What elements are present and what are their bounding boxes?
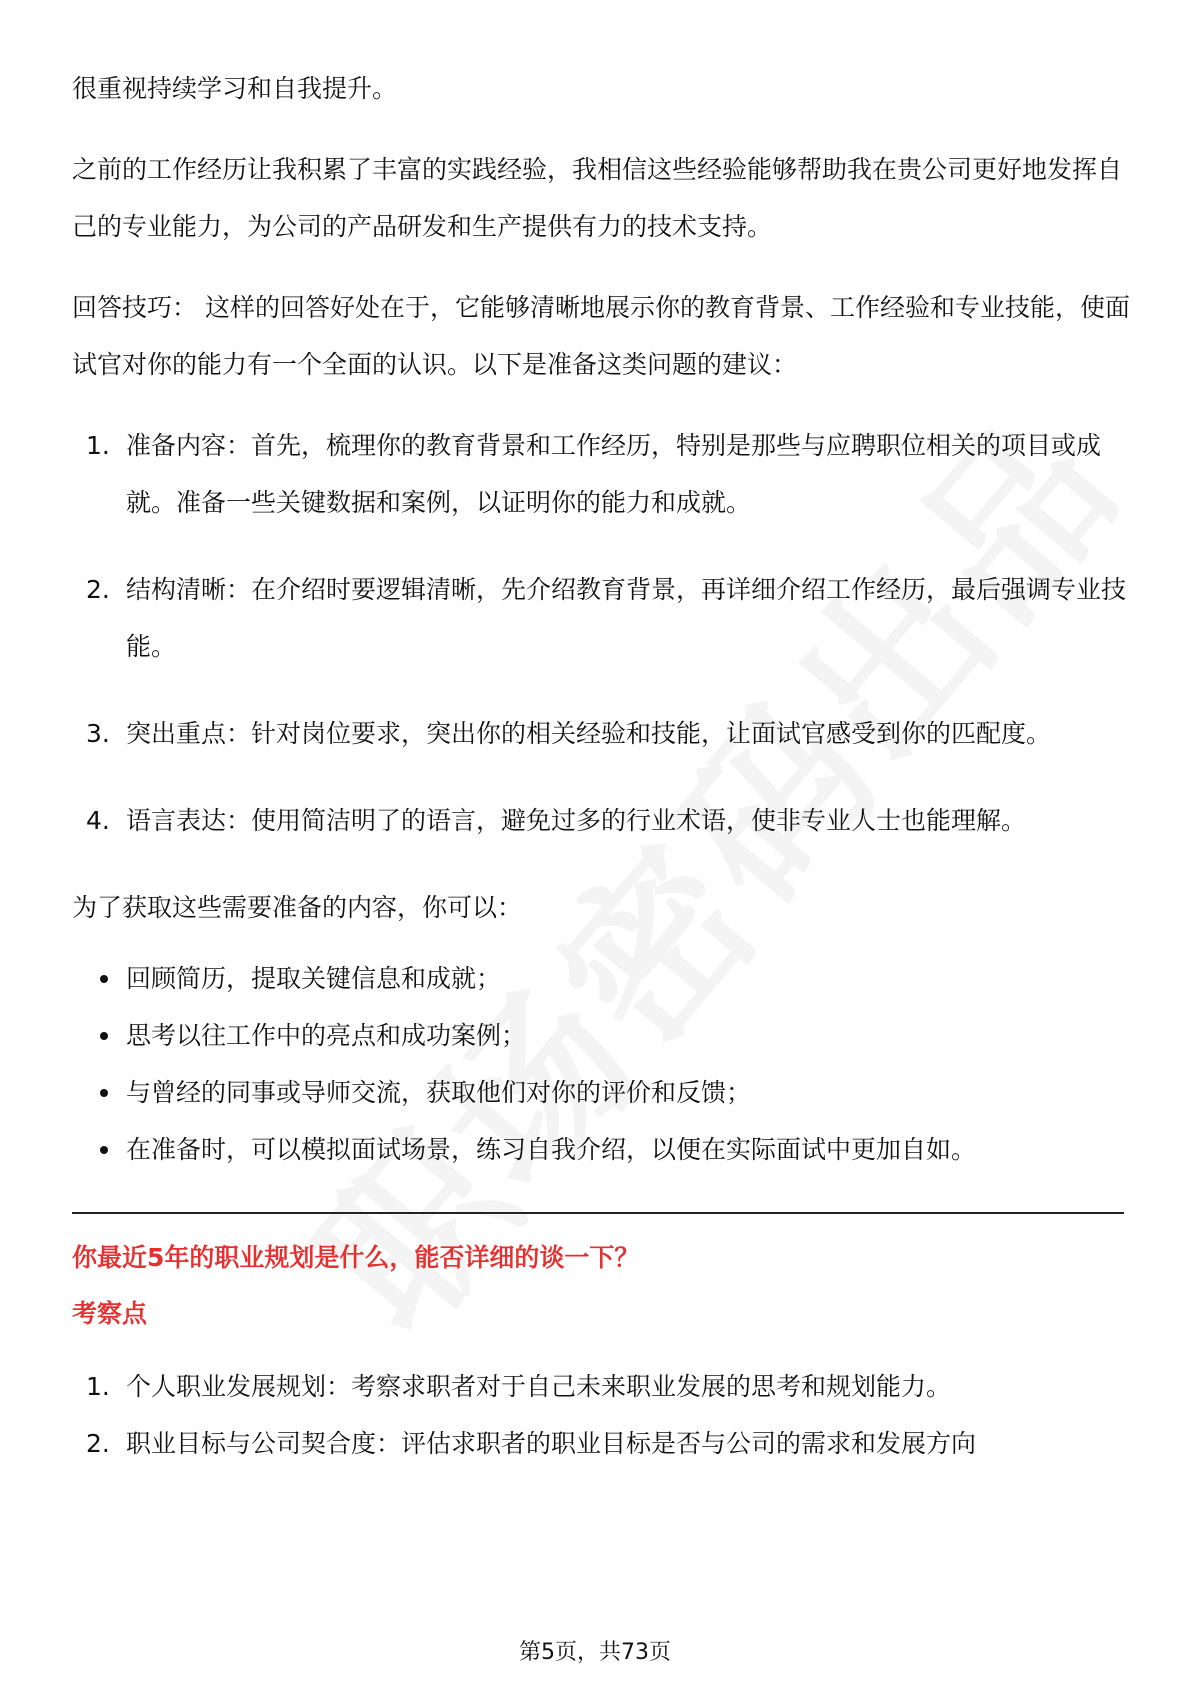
intro-line: 很重视持续学习和自我提升。 xyxy=(72,74,398,103)
experience-paragraph: 之前的工作经历让我积累了丰富的实践经验，我相信这些经验能够帮助我在贵公司更好地发挥自己的专业能力，为公司的产品研发和生产提供有力的技术支持。 xyxy=(72,155,1123,241)
page-content xyxy=(72,60,1132,1472)
list-item xyxy=(72,792,1132,849)
list-item-text: 在准备时，可以模拟面试场景，练习自我介绍，以便在实际面试中更加自如。 xyxy=(126,1135,977,1164)
section-divider xyxy=(72,1212,1124,1214)
list-item xyxy=(72,705,1132,762)
list-item-text: 语言表达：使用简洁明了的语言，避免过多的行业术语，使非专业人士也能理解。 xyxy=(126,806,1027,835)
bullet-dot-icon xyxy=(100,1032,108,1040)
list-number: 1. xyxy=(86,431,110,460)
answer-tips-paragraph: 回答技巧： 这样的回答好处在于，它能够清晰地展示你的教育背景、工作经验和专业技能，使面试官对你的能力有一个全面的认识。以下是准备这类问题的建议： xyxy=(72,293,1130,379)
bullet-dot-icon xyxy=(100,1089,108,1097)
prep-intro: 为了获取这些需要准备的内容，你可以： xyxy=(72,893,523,922)
list-item xyxy=(72,1415,1132,1472)
list-item xyxy=(72,950,1132,1007)
bullet-dot-icon xyxy=(100,975,108,983)
list-item-text: 结构清晰：在介绍时要逻辑清晰，先介绍教育背景，再详细介绍工作经历，最后强调专业技能。 xyxy=(126,575,1127,661)
list-item-text: 与曾经的同事或导师交流，获取他们对你的评价和反馈； xyxy=(126,1078,752,1107)
prep-bullet-list xyxy=(72,950,1132,1178)
section-title: 考察点 xyxy=(72,1299,148,1328)
list-item-text: 个人职业发展规划：考察求职者对于自己未来职业发展的思考和规划能力。 xyxy=(126,1372,952,1401)
list-item-text: 思考以往工作中的亮点和成功案例； xyxy=(126,1021,527,1050)
list-number: 2. xyxy=(86,575,110,604)
list-item-text: 回顾简历，提取关键信息和成就； xyxy=(126,964,502,993)
list-item xyxy=(72,1007,1132,1064)
list-number: 2. xyxy=(86,1429,110,1458)
bullet-dot-icon xyxy=(100,1146,108,1154)
list-item-text: 职业目标与公司契合度：评估求职者的职业目标是否与公司的需求和发展方向 xyxy=(126,1429,977,1458)
assessment-points-list xyxy=(72,1358,1132,1472)
page-number-footer: 第5页，共73页 xyxy=(0,1638,1190,1668)
list-number: 3. xyxy=(86,719,110,748)
list-item xyxy=(72,561,1132,675)
list-item xyxy=(72,417,1132,531)
list-item xyxy=(72,1121,1132,1178)
list-number: 4. xyxy=(86,806,110,835)
question-heading: 你最近5年的职业规划是什么，能否详细的谈一下？ xyxy=(72,1243,640,1272)
list-item xyxy=(72,1358,1132,1415)
list-number: 1. xyxy=(86,1372,110,1401)
tips-list xyxy=(72,417,1132,849)
list-item-text: 准备内容：首先，梳理你的教育背景和工作经历，特别是那些与应聘职位相关的项目或成就。准备一些关键数据和案例，以证明你的能力和成就。 xyxy=(126,431,1102,517)
list-item-text: 突出重点：针对岗位要求，突出你的相关经验和技能，让面试官感受到你的匹配度。 xyxy=(126,719,1052,748)
list-item xyxy=(72,1064,1132,1121)
